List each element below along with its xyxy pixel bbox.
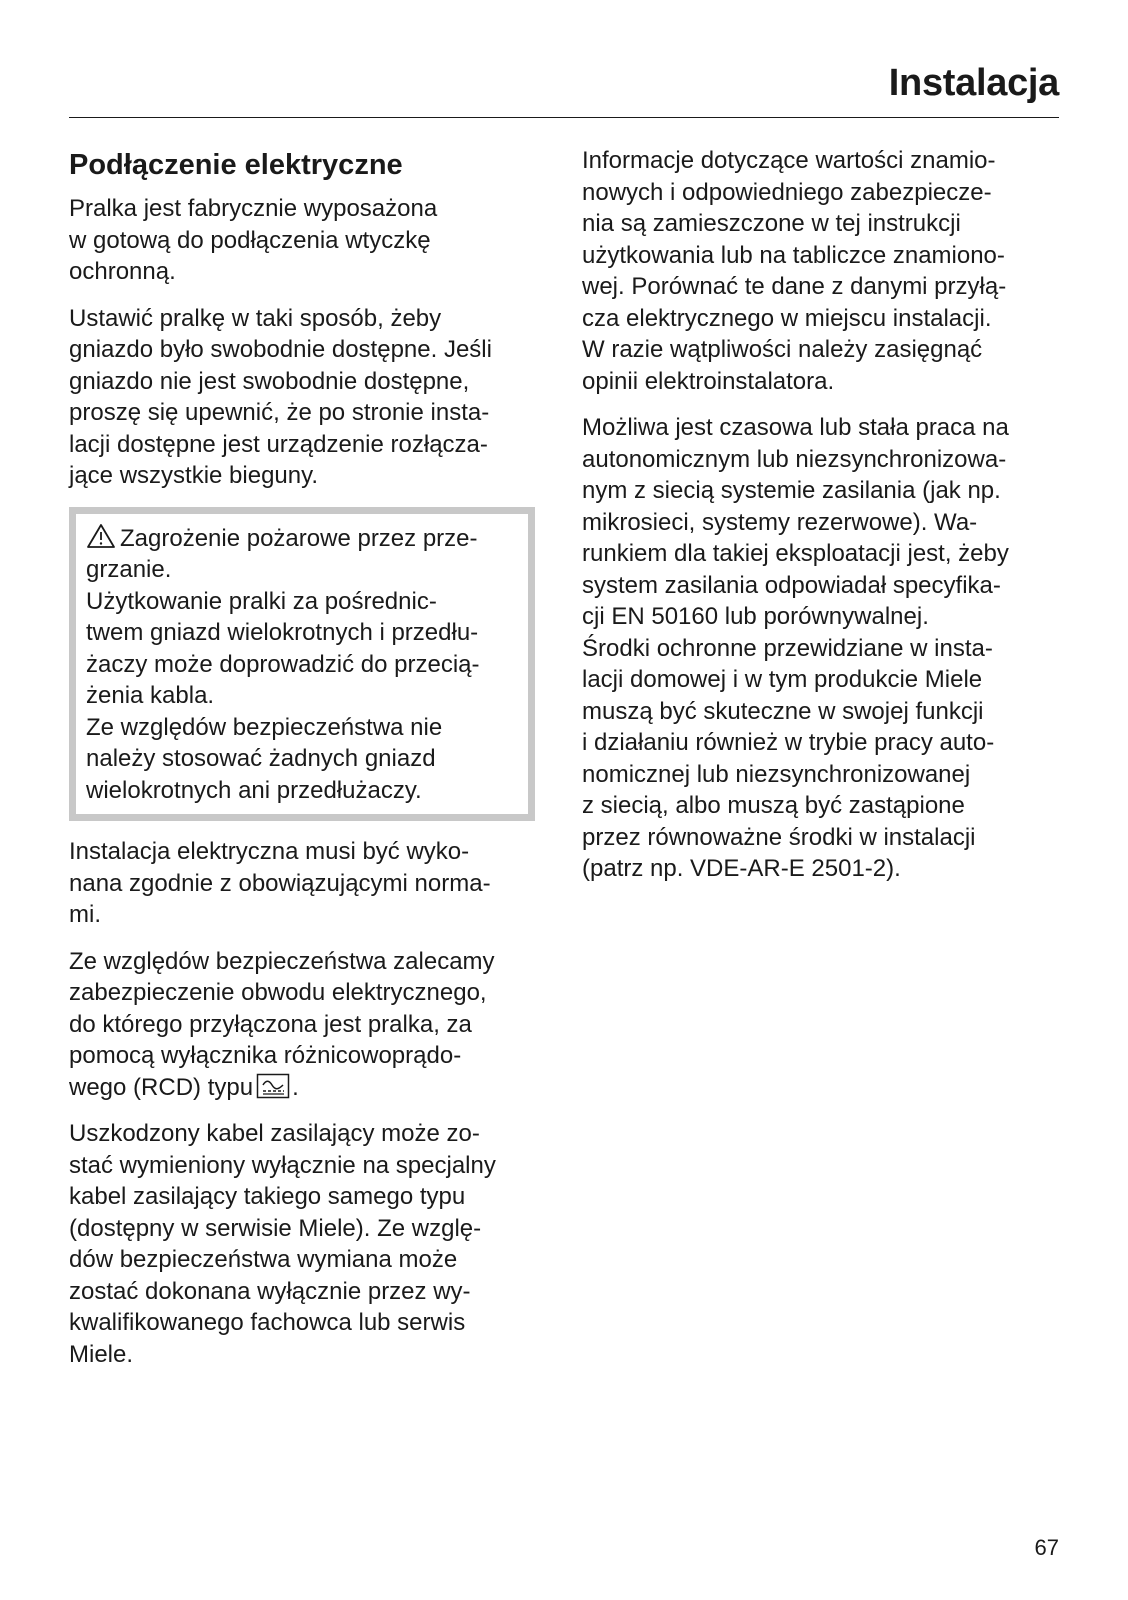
text-line: żaczy może doprowadzić do przecią-: [86, 650, 480, 678]
text-line: Informacje dotyczące wartości znamio-: [582, 147, 996, 174]
text-line: (patrz np. VDE-AR-E 2501-2).: [582, 855, 901, 882]
warning-text: [86, 523, 518, 807]
header-rule: [69, 117, 1059, 118]
text-line: (dostępny w serwisie Miele). Ze wzglę-: [69, 1214, 482, 1242]
text-line: z siecią, albo muszą być zastąpione: [582, 792, 965, 819]
text-line-with-icon: [69, 1072, 554, 1104]
fire-hazard-warning-box: [69, 507, 535, 822]
text-line: Miele.: [69, 1340, 134, 1368]
text-line: lacji dostępne jest urządzenie rozłącza-: [69, 430, 488, 458]
text-line: żenia kabla.: [86, 682, 215, 709]
text-line: autonomicznym lub niezsynchronizowa-: [582, 445, 1007, 473]
text-fragment: wego (RCD) typu: [69, 1073, 254, 1101]
text-line: nia są zamieszczone w tej instrukcji: [582, 210, 961, 237]
paragraph-socket-access: [69, 303, 554, 492]
text-line: stać wymieniony wyłącznie na specjalny: [69, 1151, 496, 1179]
text-line: Pralka jest fabrycznie wyposażona: [69, 195, 438, 222]
text-line: i działaniu również w trybie pracy auto-: [582, 729, 995, 756]
text-line: wej. Porównać te dane z danymi przyłą-: [582, 273, 1007, 300]
text-line: muszą być skuteczne w swojej funkcji: [582, 697, 984, 725]
text-line: Instalacja elektryczna musi być wyko-: [69, 838, 470, 865]
text-line: dów bezpieczeństwa wymiana może: [69, 1246, 458, 1273]
text-line: wielokrotnych ani przedłużaczy.: [86, 776, 422, 804]
text-line: Ze względów bezpieczeństwa nie: [86, 713, 443, 741]
text-line: opinii elektroinstalatora.: [582, 367, 835, 395]
text-line: jące wszystkie bieguny.: [69, 462, 318, 489]
text-fragment: .: [292, 1073, 299, 1101]
text-line: przez równoważne środki w instalacji: [582, 823, 976, 851]
text-line: w gotową do podłączenia wtyczkę: [69, 226, 431, 254]
section-heading: Podłączenie elektryczne: [69, 149, 403, 181]
text-line: Ustawić pralkę w taki sposób, żeby: [69, 304, 442, 332]
warning-triangle-icon: [86, 523, 116, 549]
text-line: runkiem dla takiej eksploatacji jest, żeby: [582, 540, 1009, 567]
text-line: lacji domowej i w tym produkcie Miele: [582, 666, 983, 693]
text-line: twem gniazd wielokrotnych i przedłu-: [86, 619, 479, 646]
text-line: do którego przyłączona jest pralka, za: [69, 1010, 472, 1038]
text-line: nomicznej lub niezsynchronizowanej: [582, 760, 971, 788]
text-line: grzanie.: [86, 556, 172, 583]
text-line: kabel zasilający takiego samego typu: [69, 1183, 466, 1210]
text-line: kwalifikowanego fachowca lub serwis: [69, 1309, 466, 1336]
paragraph-rcd: [69, 946, 554, 1104]
text-line: Uszkodzony kabel zasilający może zo-: [69, 1120, 480, 1147]
text-line: mi.: [69, 901, 101, 928]
text-line: gniazdo było swobodnie dostępne. Jeśli: [69, 336, 492, 363]
text-line: gniazdo nie jest swobodnie dostępne,: [69, 367, 470, 395]
page-number: 67: [1034, 1535, 1059, 1560]
text-line: nowych i odpowiedniego zabezpiecze-: [582, 178, 992, 206]
rcd-type-symbol-icon: [256, 1073, 292, 1100]
text-line: pomocą wyłącznika różnicowoprądo-: [69, 1042, 462, 1069]
paragraph-autonomous-power: [582, 412, 1067, 885]
text-line: nym z siecią systemie zasilania (jak np.: [582, 477, 1001, 504]
paragraph-rating-plate: [582, 145, 1067, 397]
text-line: Zagrożenie pożarowe przez prze-: [120, 524, 478, 552]
paragraph-cable-replacement: [69, 1118, 554, 1370]
text-line: zabezpieczenie obwodu elektrycznego,: [69, 979, 487, 1006]
text-line: cza elektrycznego w miejscu instalacji.: [582, 304, 992, 332]
paragraph-plug: [69, 193, 554, 288]
paragraph-standards: [69, 836, 554, 931]
left-column: [69, 145, 554, 1385]
text-line: Użytkowanie pralki za pośrednic-: [86, 587, 437, 615]
page-header-title: Instalacja: [888, 62, 1059, 104]
text-line: Ze względów bezpieczeństwa zalecamy: [69, 947, 495, 975]
text-line: Środki ochronne przewidziane w insta-: [582, 634, 993, 662]
right-column: [582, 145, 1067, 900]
text-line: system zasilania odpowiadał specyfika-: [582, 571, 1001, 599]
text-line: proszę się upewnić, że po stronie insta-: [69, 399, 490, 426]
text-line: Możliwa jest czasowa lub stała praca na: [582, 414, 1009, 441]
text-line: nana zgodnie z obowiązującymi norma-: [69, 869, 491, 897]
text-line: cji EN 50160 lub porównywalnej.: [582, 603, 929, 630]
text-line: zostać dokonana wyłącznie przez wy-: [69, 1277, 471, 1305]
text-line: W razie wątpliwości należy zasięgnąć: [582, 336, 983, 363]
warning-title-line: [86, 523, 518, 555]
text-line: mikrosieci, systemy rezerwowe). Wa-: [582, 508, 978, 536]
text-line: ochronną.: [69, 258, 176, 285]
text-line: użytkowania lub na tabliczce znamiono-: [582, 241, 1005, 269]
text-line: należy stosować żadnych gniazd: [86, 745, 436, 772]
